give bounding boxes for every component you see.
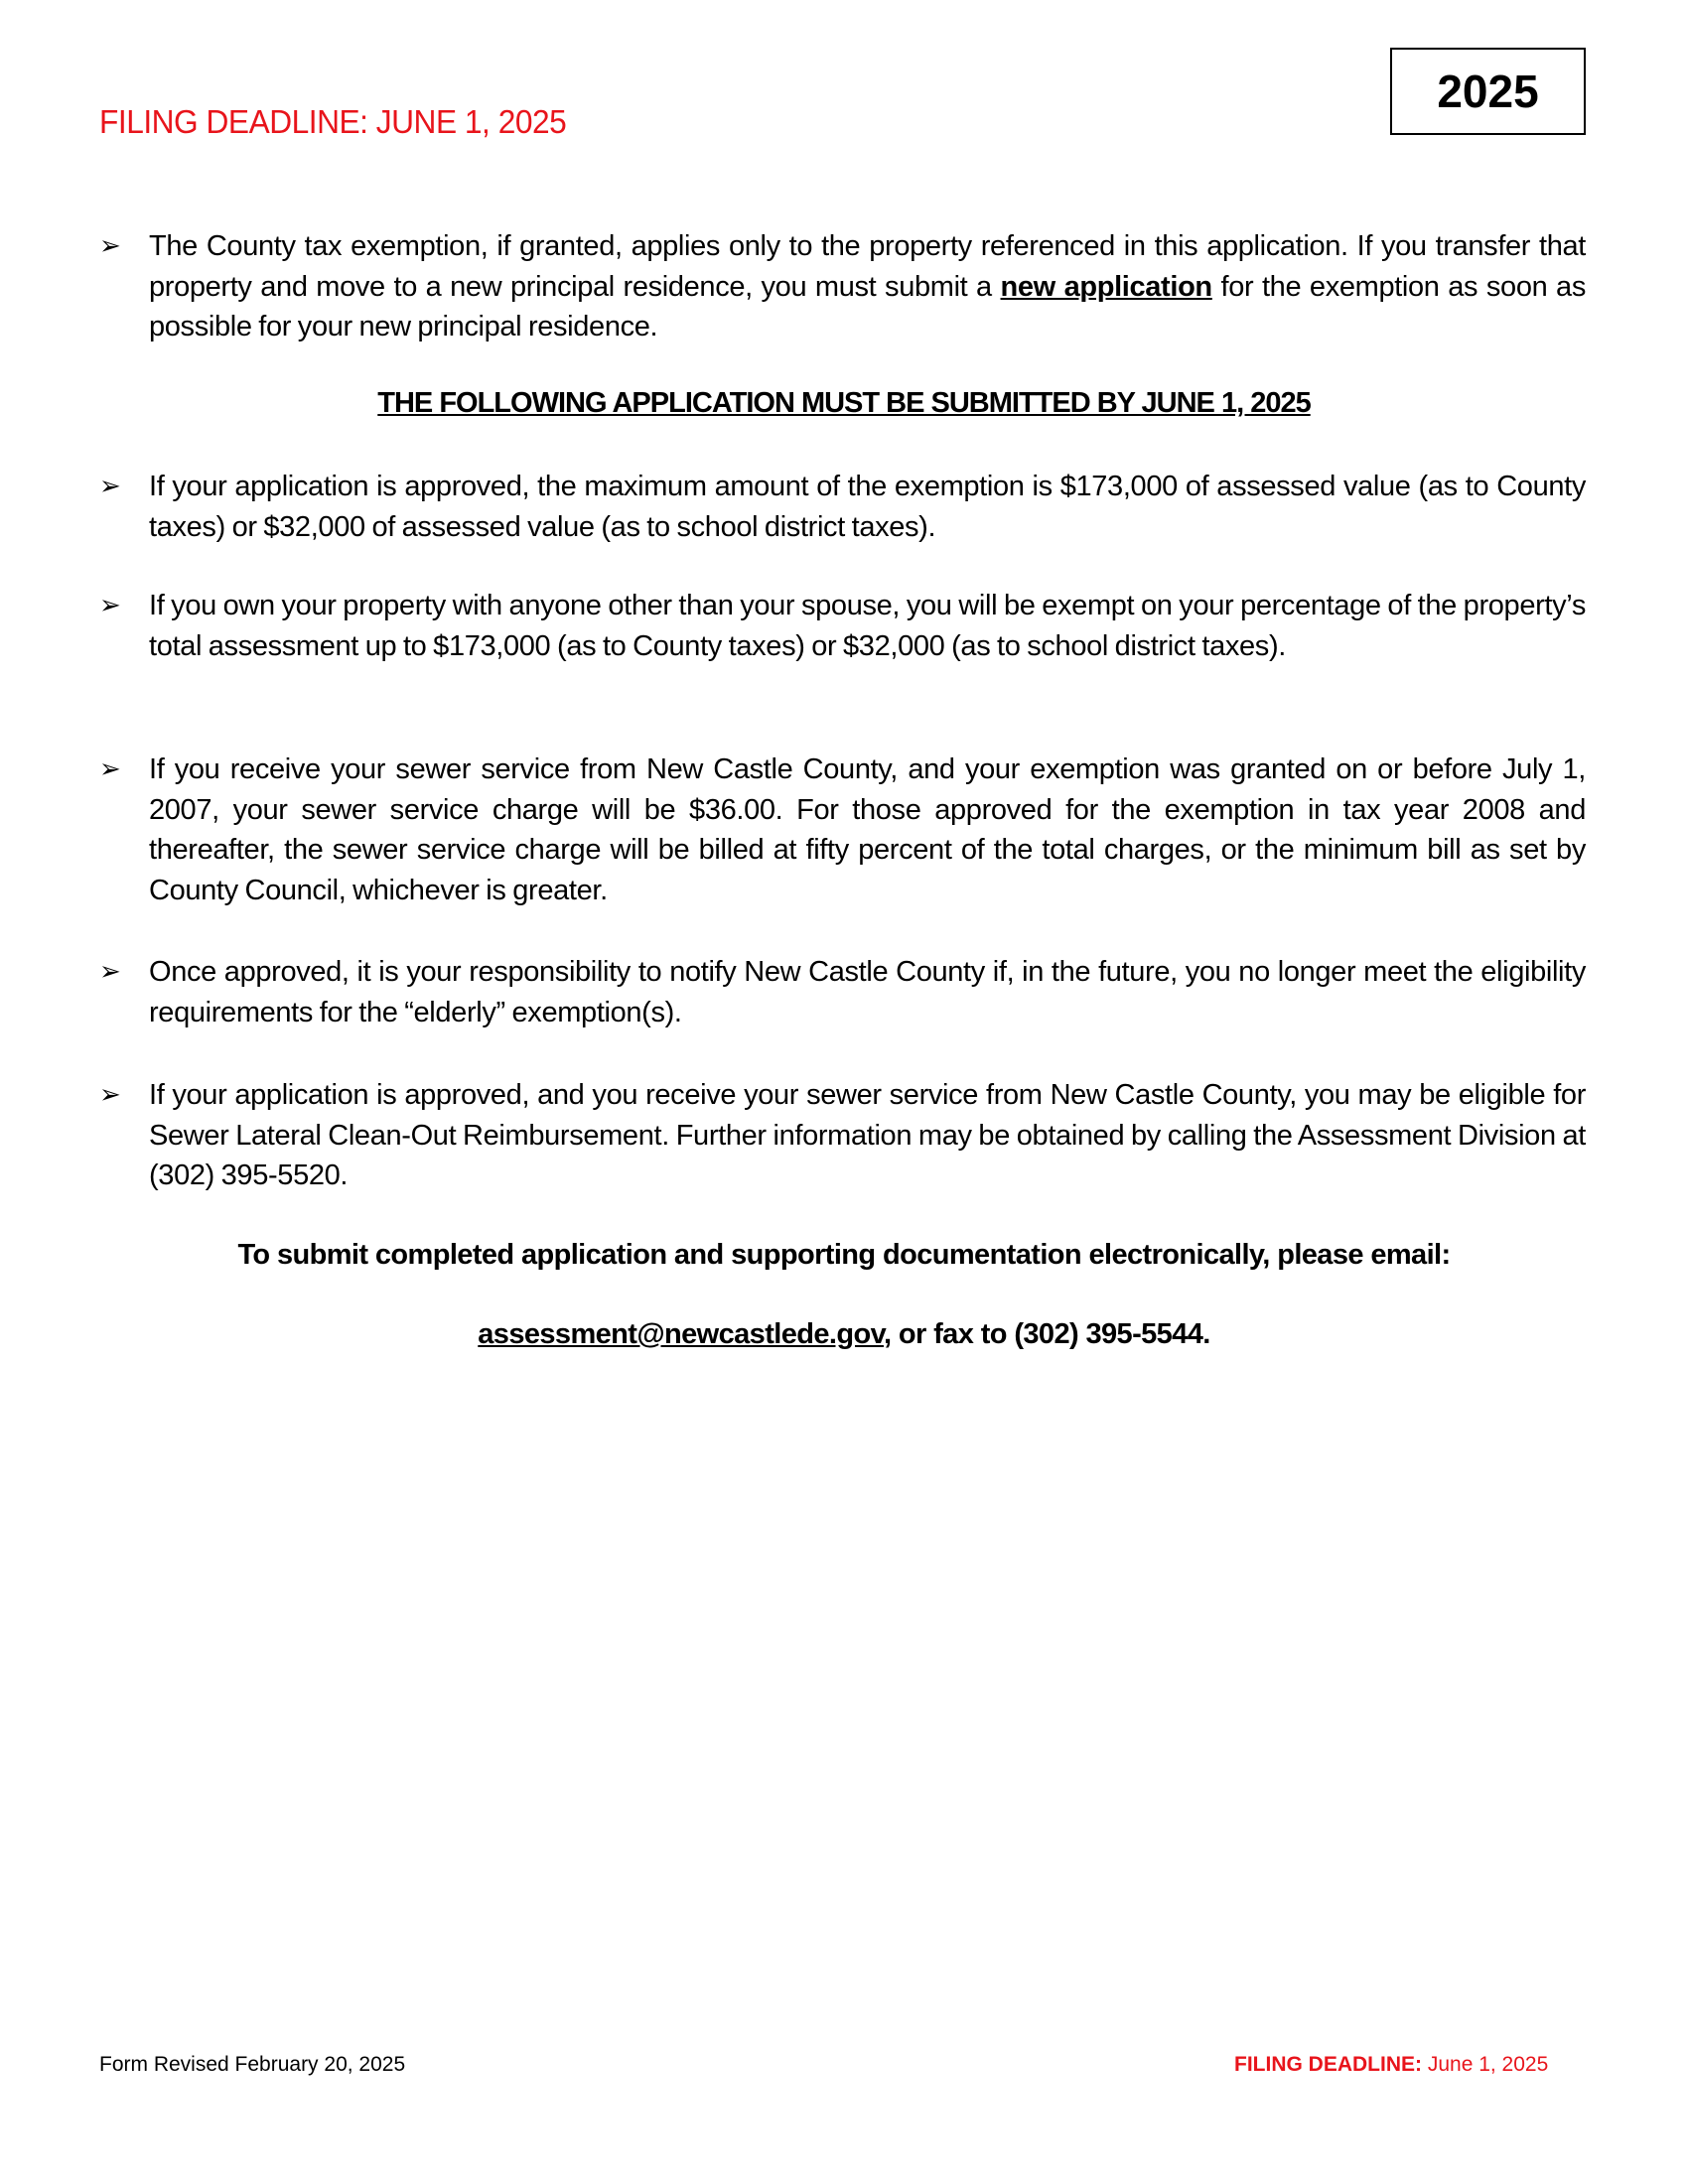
submit-instruction: To submit completed application and supporting documentation electronically, please email: xyxy=(237,1239,1451,1271)
arrow-bullet-icon: ➢ xyxy=(99,231,121,261)
fax-text: , or fax to (302) 395-5544. xyxy=(883,1318,1210,1350)
bullet-text: If your application is approved, and you receive your sewer service from New Castle County, you may be eligible for Sewer Lateral Clean-Out Reimbursement. Further information may be obtained by calling the Assessment Division at (302) 395-5520. xyxy=(149,1079,1586,1191)
footer-deadline-value: June 1, 2025 xyxy=(1422,2053,1549,2076)
arrow-bullet-icon: ➢ xyxy=(99,591,121,620)
year-box xyxy=(1390,48,1586,135)
new-application-emphasis: new application xyxy=(1000,270,1212,303)
bullet-item xyxy=(99,586,1586,666)
arrow-bullet-icon: ➢ xyxy=(99,957,121,987)
bullet-item xyxy=(99,226,1586,347)
bullet-item xyxy=(99,467,1586,547)
bullet-text: If you own your property with anyone other than your spouse, you will be exempt on your percentage of the property’s total assessment up to $173,000 (as to County taxes) or $32,000 (as to school district taxes). xyxy=(149,590,1586,662)
bullet-text: If you receive your sewer service from New Castle County, and your exemption was granted on or before July 1, 2007, your sewer service charge will be $36.00. For those approved for the exemption in tax year 2008 and thereafter, the sewer service charge will be billed at fifty percent of the total charges, or the minimum bill as set by County Council, whichever is greater. xyxy=(149,753,1586,906)
arrow-bullet-icon: ➢ xyxy=(99,1080,121,1110)
filing-deadline-header: FILING DEADLINE: JUNE 1, 2025 xyxy=(99,103,567,140)
year-label: 2025 xyxy=(1437,66,1539,117)
contact-line xyxy=(0,1318,1688,1351)
submission-heading: THE FOLLOWING APPLICATION MUST BE SUBMITTED BY JUNE 1, 2025 xyxy=(377,387,1311,419)
footer-deadline-label: FILING DEADLINE: xyxy=(1234,2053,1422,2076)
footer-filing-deadline xyxy=(1234,2053,1548,2077)
bullet-item xyxy=(99,952,1586,1032)
arrow-bullet-icon: ➢ xyxy=(99,754,121,784)
bullet-text: The County tax exemption, if granted, applies only to the property referenced in this application. If you transfer that property and move to a new principal residence, you must submit a new application for the exemption as soon as possible for your new principal residence. xyxy=(149,230,1586,342)
bullet-item xyxy=(99,1075,1586,1196)
bullet-text: If your application is approved, the maximum amount of the exemption is $173,000 of assessed value (as to County taxes) or $32,000 of assessed value (as to school district taxes). xyxy=(149,471,1586,543)
email-link[interactable]: assessment@newcastlede.gov xyxy=(478,1318,884,1350)
bullet-text: Once approved, it is your responsibility to notify New Castle County if, in the future, you no longer meet the eligibility requirements for the “elderly” exemption(s). xyxy=(149,956,1586,1028)
bullet-item xyxy=(99,750,1586,910)
arrow-bullet-icon: ➢ xyxy=(99,472,121,501)
form-revised-date: Form Revised February 20, 2025 xyxy=(99,2053,406,2076)
